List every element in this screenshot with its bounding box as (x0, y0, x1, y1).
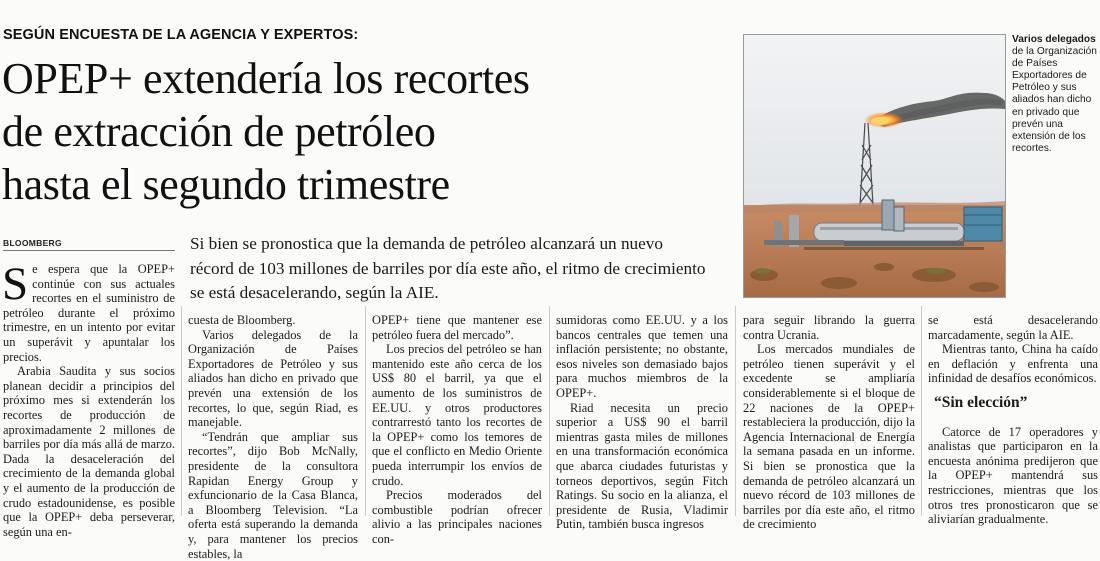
paragraph: Precios moderados del combustible podrían ofrecer alivio a las principales naciones con- (372, 488, 542, 546)
body-column-4 (556, 313, 728, 532)
body-column-1 (2, 258, 175, 539)
paragraph: Varios delegados de la Organización de Países Exportadores de Petróleo y sus aliados han dicho en privado que prevén una extensión de los recortes, lo que, según Riad, es manejable. (188, 327, 358, 430)
column-divider (549, 306, 550, 516)
photo-caption (1012, 34, 1098, 155)
paragraph: Los precios del petróleo se han mantenido este año cerca de los US$ 80 el barril, ya que el aumento de los suministros de EE.UU. y otros productores contrarrestó tanto los recortes de la OPEP+ como los temores de que el conflicto en Medio Oriente pueda interrumpir los envíos de crudo. (372, 342, 542, 488)
drop-cap: S (2, 258, 29, 310)
paragraph: Catorce de 17 operadores y analistas que participaron en la encuesta anónima predijeron que la OPEP+ mantendrá sus restricciones, mientras que los otros tres pronosticaron que se aliviarían gradualmente. (928, 424, 1098, 527)
column-divider (921, 306, 922, 516)
paragraph: Los mercados mundiales de petróleo tienen superávit y el excedente se ampliaría considerablemente si el bloque de 22 naciones de la OPEP+ restableciera la producción, dijo la Agencia Internacional de Energía la semana pasada en un informe. Si bien se pronostica que la demanda de petróleo alcanzará un nuevo récord de 103 millones de barriles por día este año, el ritmo de crecimiento (743, 342, 915, 532)
paragraph: Mientras tanto, China ha caído en deflación y enfrenta una infinidad de desafíos económicos. (928, 342, 1098, 386)
lead-paragraph: Si bien se pronostica que la demanda de petróleo alcanzará un nuevo récord de 103 millones de barriles por día este año, el ritmo de crecimiento se está desacelerando, según la AIE. (190, 234, 706, 302)
paragraph: Riad necesita un precio superior a US$ 90 el barril mientras gasta miles de millones en una transformación económica que abarca ciudades futuristas y torneos deportivos, según Fitch Ratings. Su socio en la alianza, el presidente de Rusia, Vladimir Putin, también busca ingresos (556, 400, 728, 532)
subheading: “Sin elección” (934, 393, 1028, 411)
column-divider (181, 306, 182, 516)
paragraph (2, 258, 175, 364)
kicker: SEGÚN ENCUESTA DE LA AGENCIA Y EXPERTOS: (3, 27, 359, 43)
body-column-6 (928, 313, 1098, 527)
headline-line-2: de extracción de petróleo (2, 107, 436, 156)
paragraph: sumidoras como EE.UU. y a los bancos centrales que temen una inflación persistente; no obstante, esos niveles son demasiado bajos para muchos miembros de la OPEP+. (556, 313, 728, 400)
paragraph-text: e espera que la OPEP+ continúe con sus actuales recortes en el suministro de petróleo durante el próximo trimestre, en un intento por evitar un superávit y apuntalar los precios. (3, 262, 175, 364)
column-divider (735, 306, 736, 516)
body-column-3 (372, 313, 542, 546)
paragraph: Arabia Saudita y sus socios planean decidir a principios del próximo mes si extenderán los recortes de producción de aproximadamente 2 millones de barriles por día más allá de marzo. Dada la desaceleración del crecimiento de la demanda global y el aumento de la producción de crudo estadounidense, es posible que la OPEP+ deba perseverar, según una en- (3, 364, 175, 539)
paragraph: OPEP+ tiene que mantener ese petróleo fuera del mercado”. (372, 313, 542, 342)
paragraph: “Tendrán que ampliar sus recortes”, dijo Bob McNally, presidente de la consultora Rapidan Energy Group y exfuncionario de la Casa Blanca, a Bloomberg Television. “La oferta está superando la demanda y, para mantener los precios estables, la (188, 429, 358, 561)
oilfield-photo (743, 34, 1006, 298)
body-column-5 (743, 313, 915, 532)
caption-text: de la Organización de Países Exportadores de Petróleo y sus aliados han dicho en privado que prevén una extensión de los recortes. (1012, 46, 1097, 154)
paragraph: cuesta de Bloomberg. (188, 313, 296, 327)
headline-line-3: hasta el segundo trimestre (2, 160, 450, 209)
body-column-2 (188, 313, 358, 561)
byline-rule (3, 250, 175, 251)
column-divider (365, 306, 366, 516)
paragraph: para seguir librando la guerra contra Ucrania. (743, 313, 915, 342)
byline: BLOOMBERG (3, 238, 62, 248)
headline-line-1: OPEP+ extendería los recortes (2, 54, 530, 103)
headline (2, 52, 737, 211)
caption-bold: Varios delegados (1012, 34, 1096, 45)
paragraph: se está desacelerando marcadamente, según la AIE. (928, 313, 1098, 342)
